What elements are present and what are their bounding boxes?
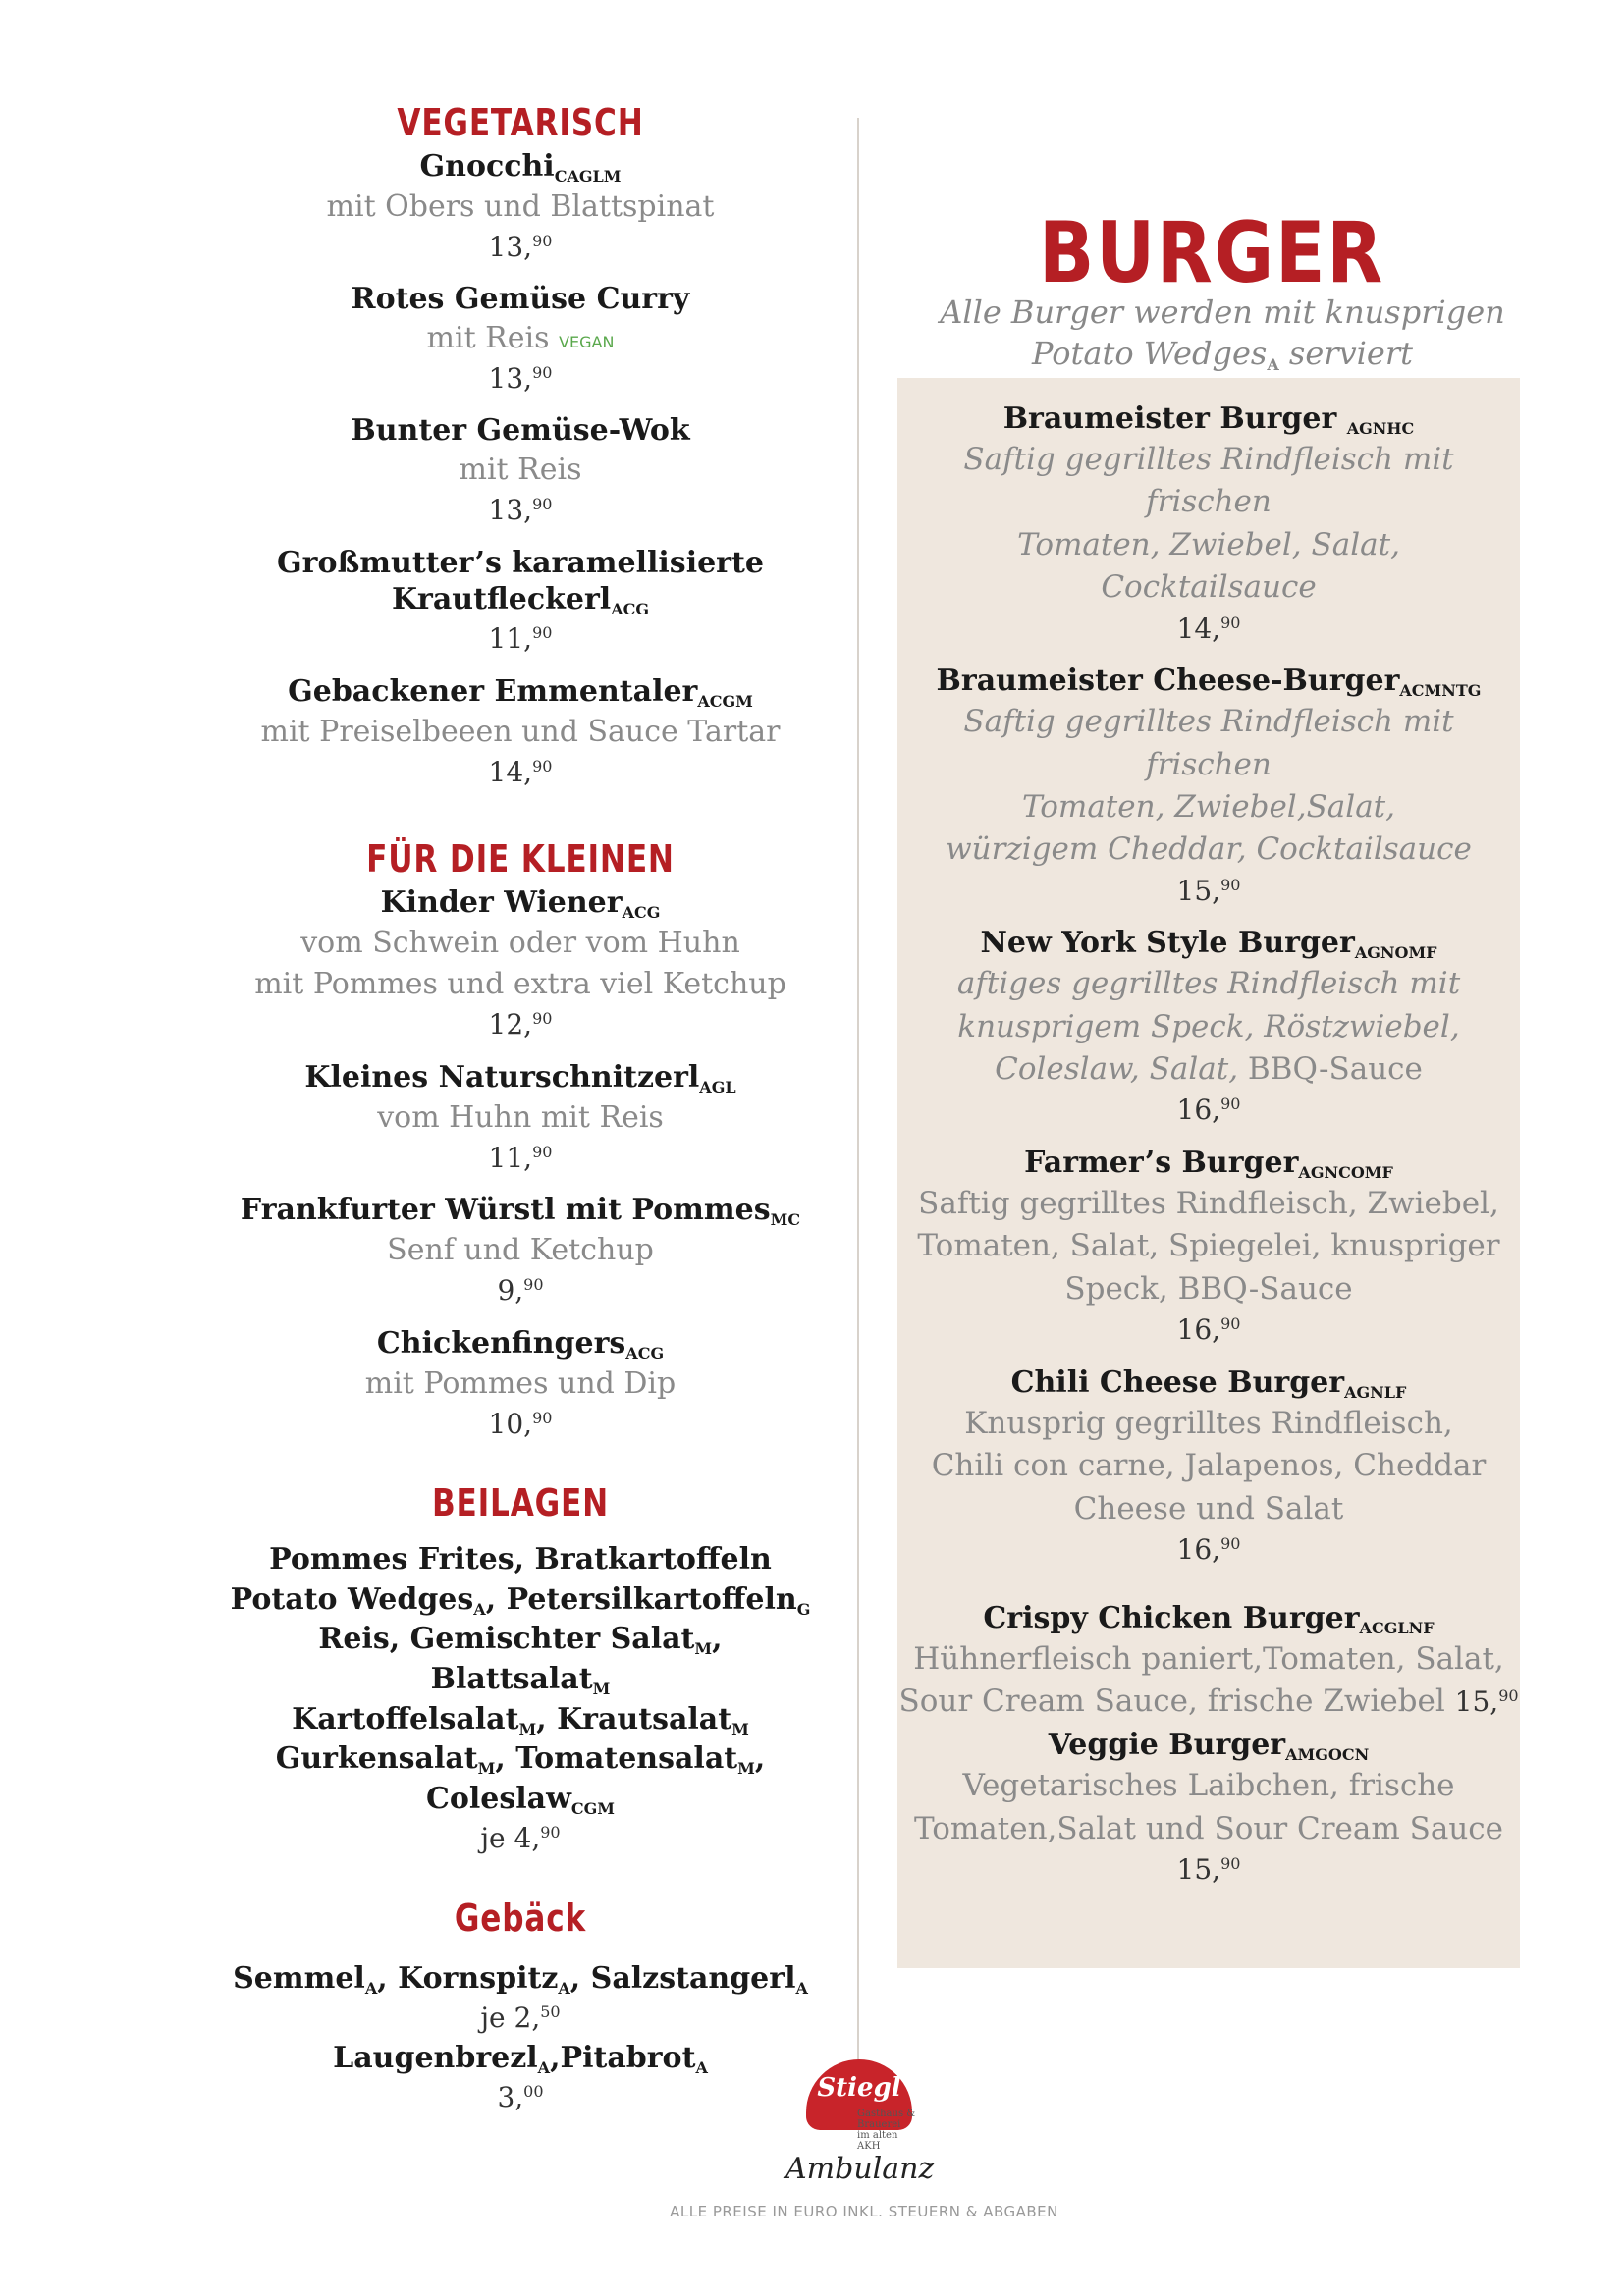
- dish-frankfurter-wuerstl: [226, 1192, 815, 1311]
- dish-desc: Speck, BBQ-Sauce: [1064, 1270, 1353, 1307]
- dish-name: Chickenfingers: [376, 1325, 626, 1361]
- dish-desc: mit Reis: [459, 452, 582, 487]
- allergens: AGL: [699, 1077, 736, 1096]
- dish-price: 16,90: [1176, 1313, 1241, 1347]
- dish-name: Bunter Gemüse-Wok: [351, 413, 690, 449]
- dish-name: Veggie Burger: [1048, 1728, 1286, 1763]
- dish-name: Crispy Chicken Burger: [983, 1600, 1360, 1635]
- column-divider: [857, 118, 859, 2091]
- dish-desc: Hühnerfleisch paniert,Tomaten, Salat,: [913, 1640, 1504, 1677]
- dish-price: 13,90: [488, 230, 553, 263]
- dish-farmers-burger: [897, 1145, 1520, 1351]
- dish-desc: Tomaten,Salat und Sour Cream Sauce: [913, 1810, 1504, 1846]
- dish-desc: Knusprig gegrilltes Rindfleisch,: [964, 1405, 1453, 1441]
- gebaeck-list: [226, 1959, 815, 2118]
- dish-name: Chili Cheese Burger: [1010, 1364, 1345, 1400]
- allergens: ACMNTG: [1399, 681, 1482, 701]
- dish-desc: aftiges gegrilltes Rindfleisch mit: [956, 966, 1461, 1002]
- dish-price: 15,90: [1454, 1685, 1519, 1718]
- beilagen-line: Pommes Frites, Bratkartoffeln: [269, 1542, 772, 1577]
- dish-price: 16,90: [1176, 1094, 1241, 1127]
- dish-veggie-burger: [897, 1727, 1520, 1890]
- burger-list: [897, 400, 1520, 1904]
- allergens: ACGLNF: [1359, 1618, 1435, 1637]
- dish-desc: mit Pommes und extra viel Ketchup: [254, 967, 786, 1002]
- allergens: AGNOMF: [1354, 943, 1437, 963]
- section-heading-kleinen: FÜR DIE KLEINEN: [366, 837, 675, 881]
- logo-name: Ambulanz: [785, 2152, 935, 2186]
- dish-price: 13,90: [488, 493, 553, 526]
- dish-desc: Senf und Ketchup: [387, 1233, 654, 1268]
- dish-rotes-gemuese-curry: [226, 281, 815, 399]
- dish-desc: vom Schwein oder vom Huhn: [300, 926, 740, 961]
- dish-desc: Tomaten, Salat, Spiegelei, knuspriger: [917, 1228, 1500, 1264]
- allergens: AMGOCN: [1285, 1745, 1370, 1765]
- dish-braumeister-burger: [897, 400, 1520, 649]
- allergens: AGNHC: [1346, 419, 1415, 438]
- beilagen-line: Kartoffelsalat$_M$, Krautsalat$_M$: [292, 1701, 749, 1738]
- gebaeck-line: Laugenbrezl$_A$,Pitabrot$_A$: [333, 2040, 708, 2077]
- dish-name: Frankfurter Würstl mit Pommes: [240, 1193, 771, 1228]
- dish-desc: Vegetarisches Laibchen, frische: [962, 1768, 1455, 1804]
- dish-kleines-naturschnitzerl: [226, 1059, 815, 1179]
- beilagen-line: Gurkensalat$_M$, Tomatensalat$_M$,: [275, 1741, 766, 1779]
- section-heading-vegetarisch: VEGETARISCH: [397, 101, 644, 144]
- dish-desc: Sour Cream Sauce, frische Zwiebel 15,90: [898, 1683, 1519, 1719]
- allergens: AGNLF: [1344, 1382, 1407, 1402]
- gebaeck-price: 3,00: [497, 2081, 544, 2114]
- dish-new-york-style-burger: [897, 925, 1520, 1131]
- beilagen-line: Potato Wedges$_A$, Petersilkartoffeln$_G$: [230, 1581, 811, 1619]
- beilagen-list: [226, 1540, 815, 1859]
- dish-chili-cheese-burger: [897, 1364, 1520, 1571]
- dish-desc: knusprigem Speck, Röstzwiebel,: [957, 1008, 1460, 1044]
- dish-name: Gebackener Emmentaler: [288, 673, 698, 709]
- stiegl-badge: Stiegl Gasthaus & Brauerei im alten AKH: [806, 2059, 912, 2130]
- allergens: ACG: [622, 903, 661, 923]
- gebaeck-price: je 2,50: [480, 2002, 561, 2035]
- dish-name: Krautfleckerl: [391, 582, 612, 617]
- dish-kinder-wiener: [226, 884, 815, 1045]
- dish-price: 15,90: [1176, 1853, 1241, 1887]
- price-footnote: ALLE PREISE IN EURO INKL. STEUERN & ABGABEN: [670, 2203, 1058, 2220]
- dish-name: Farmer’s Burger: [1024, 1146, 1299, 1181]
- dish-price: 13,90: [488, 361, 553, 395]
- dish-krautfleckerl: [226, 545, 815, 660]
- dish-name: Braumeister Cheese-Burger: [936, 664, 1400, 699]
- section-heading-burger: BURGER: [1039, 204, 1384, 302]
- dish-desc: Tomaten, Zwiebel, Salat,: [1017, 526, 1400, 562]
- dish-name-line1: Großmutter’s karamellisierte: [277, 545, 764, 580]
- beilagen-line: Reis, Gemischter Salat$_M$, Blattsalat$_M$: [318, 1622, 723, 1698]
- beilagen-price: je 4,90: [480, 1822, 561, 1855]
- gebaeck-line: Semmel$_A$, Kornspitz$_A$, Salzstangerl$_A$: [233, 1960, 808, 1998]
- dish-desc: vom Huhn mit Reis: [377, 1099, 664, 1135]
- dish-desc: Saftig gegrilltes Rindfleisch, Zwiebel,: [918, 1186, 1499, 1222]
- stiegl-ambulanz-logo: [785, 2059, 933, 2187]
- allergens: MC: [770, 1210, 801, 1230]
- dish-desc: mit Reis: [426, 320, 550, 355]
- dish-name: Gnocchi: [419, 148, 555, 184]
- dish-braumeister-cheese-burger: [897, 663, 1520, 911]
- beilagen-line: Coleslaw$_{CGM}$: [425, 1781, 616, 1818]
- dish-bunter-gemuese-wok: [226, 412, 815, 530]
- dish-desc: würzigem Cheddar, Cocktailsauce: [946, 831, 1472, 868]
- dish-name: Braumeister Burger: [1002, 401, 1347, 436]
- dish-name: New York Style Burger: [980, 926, 1355, 961]
- dish-price: 16,90: [1176, 1533, 1241, 1567]
- dish-desc: Cheese und Salat: [1073, 1490, 1344, 1526]
- dish-gebackener-emmentaler: [226, 673, 815, 793]
- dish-price: 14,90: [1176, 612, 1241, 645]
- section-heading-gebaeck: Gebäck: [454, 1896, 587, 1940]
- dish-price: 12,90: [488, 1008, 553, 1041]
- dish-name: Rotes Gemüse Curry: [351, 282, 690, 317]
- dish-gnocchi: [226, 148, 815, 268]
- dish-desc: Tomaten, Zwiebel,Salat,: [1021, 788, 1395, 825]
- dish-price: 11,90: [488, 622, 553, 656]
- dish-desc: Coleslaw, Salat, BBQ-Sauce: [995, 1051, 1423, 1088]
- dish-price: 9,90: [497, 1274, 544, 1308]
- allergens: AGNCOMF: [1298, 1163, 1393, 1183]
- dish-crispy-chicken-burger: [897, 1600, 1520, 1724]
- dish-price: 14,90: [488, 755, 553, 788]
- allergens: CAGLM: [554, 166, 622, 186]
- dish-chickenfingers: [226, 1325, 815, 1445]
- dish-desc: mit Pommes und Dip: [364, 1365, 677, 1401]
- allergens: ACGM: [697, 691, 753, 711]
- dish-name: Kinder Wiener: [380, 885, 623, 921]
- dish-name: Kleines Naturschnitzerl: [304, 1059, 700, 1095]
- vegan-badge: VEGAN: [559, 332, 615, 351]
- dish-desc: mit Preiselbeeen und Sauce Tartar: [260, 714, 781, 749]
- dish-desc: Chili con carne, Jalapenos, Cheddar: [931, 1448, 1487, 1484]
- dish-desc: Saftig gegrilltes Rindfleisch mit frischen: [963, 704, 1454, 782]
- dish-desc: Saftig gegrilltes Rindfleisch mit frischen: [963, 442, 1454, 520]
- dish-price: 15,90: [1176, 874, 1241, 907]
- section-heading-beilagen: BEILAGEN: [431, 1481, 610, 1525]
- dish-price: 11,90: [488, 1141, 553, 1174]
- burger-intro: Alle Burger werden mit knusprigen Potato Wedges$_A$ serviert: [940, 294, 1505, 374]
- dish-desc: Cocktailsauce: [1101, 569, 1317, 606]
- left-column: [226, 103, 815, 2118]
- allergens: ACG: [625, 1343, 665, 1362]
- dish-desc: mit Obers und Blattspinat: [326, 188, 715, 224]
- dish-price: 10,90: [488, 1407, 553, 1440]
- allergens: ACG: [611, 600, 650, 619]
